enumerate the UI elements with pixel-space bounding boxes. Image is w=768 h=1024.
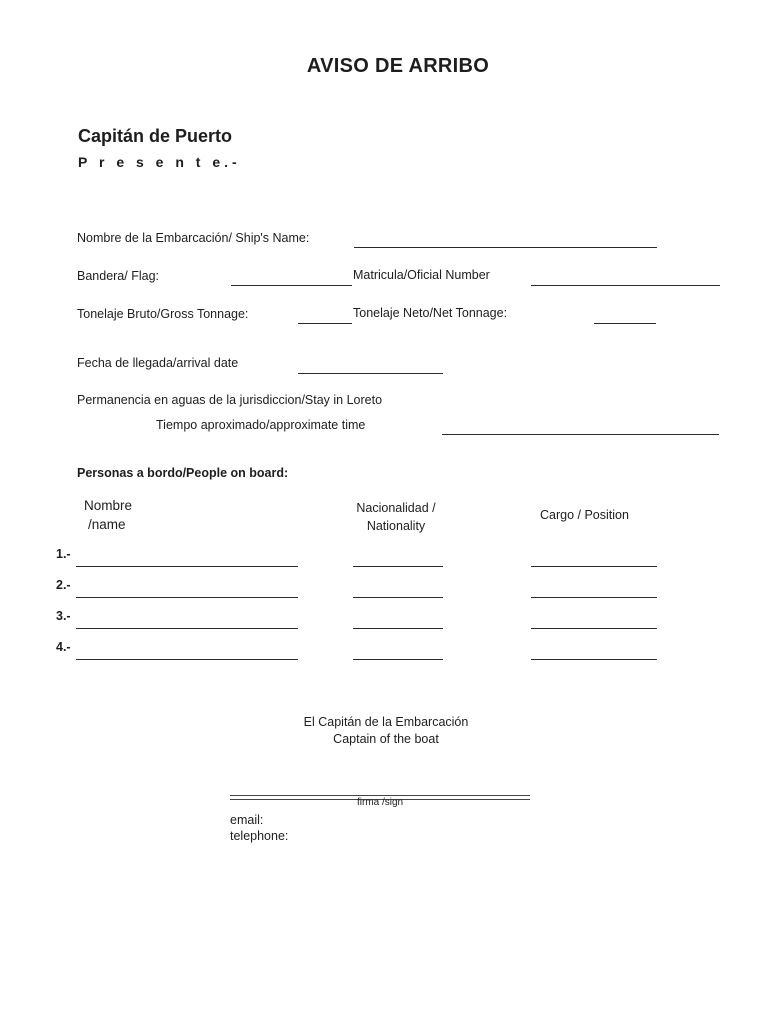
signature-label: firma /sign: [356, 797, 404, 808]
ship-name-label: Nombre de la Embarcación/ Ship's Name:: [77, 231, 310, 245]
col-nationality-header: [336, 499, 456, 535]
gross-tonnage-label: Tonelaje Bruto/Gross Tonnage:: [77, 307, 249, 321]
col-name-line1: Nombre: [84, 498, 133, 513]
arrival-date-field[interactable]: [298, 373, 443, 374]
col-nat-line1: Nacionalidad /: [356, 501, 436, 515]
row-number: 3.-: [56, 609, 71, 623]
col-name-header: [84, 496, 132, 534]
addressee: Capitán de Puerto: [78, 126, 233, 146]
captain-label-es: El Capitán de la Embarcación: [303, 715, 469, 729]
row-number: 2.-: [56, 578, 71, 592]
arrival-date-label: Fecha de llegada/arrival date: [77, 356, 239, 370]
greeting: P r e s e n t e.-: [78, 154, 241, 170]
row2-name-field[interactable]: [76, 597, 298, 598]
row3-name-field[interactable]: [76, 628, 298, 629]
ship-name-field[interactable]: [354, 247, 657, 248]
flag-field[interactable]: [231, 285, 352, 286]
approx-time-label: Tiempo aproximado/approximate time: [156, 418, 366, 432]
telephone-label: telephone:: [230, 829, 289, 843]
row3-nationality-field[interactable]: [353, 628, 443, 629]
flag-label: Bandera/ Flag:: [77, 269, 159, 283]
row1-nationality-field[interactable]: [353, 566, 443, 567]
row-number: 1.-: [56, 547, 71, 561]
col-position-header: Cargo / Position: [540, 508, 629, 522]
official-number-field[interactable]: [531, 285, 720, 286]
email-label: email:: [230, 813, 264, 827]
approx-time-field[interactable]: [442, 434, 719, 435]
official-number-label: Matricula/Oficial Number: [353, 268, 490, 282]
net-tonnage-label: Tonelaje Neto/Net Tonnage:: [353, 306, 508, 320]
row3-position-field[interactable]: [531, 628, 657, 629]
row1-position-field[interactable]: [531, 566, 657, 567]
row4-position-field[interactable]: [531, 659, 657, 660]
form-title: AVISO DE ARRIBO: [306, 55, 490, 77]
net-tonnage-field[interactable]: [594, 323, 656, 324]
captain-label-en: Captain of the boat: [333, 732, 439, 746]
stay-label: Permanencia en aguas de la jurisdiccion/Stay in Loreto: [77, 393, 383, 407]
row4-nationality-field[interactable]: [353, 659, 443, 660]
row2-position-field[interactable]: [531, 597, 657, 598]
row1-name-field[interactable]: [76, 566, 298, 567]
row-number: 4.-: [56, 640, 71, 654]
people-heading: Personas a bordo/People on board:: [77, 466, 289, 480]
row2-nationality-field[interactable]: [353, 597, 443, 598]
gross-tonnage-field[interactable]: [298, 323, 352, 324]
col-nat-line2: Nationality: [366, 519, 426, 533]
col-name-line2: /name: [88, 517, 126, 532]
row4-name-field[interactable]: [76, 659, 298, 660]
